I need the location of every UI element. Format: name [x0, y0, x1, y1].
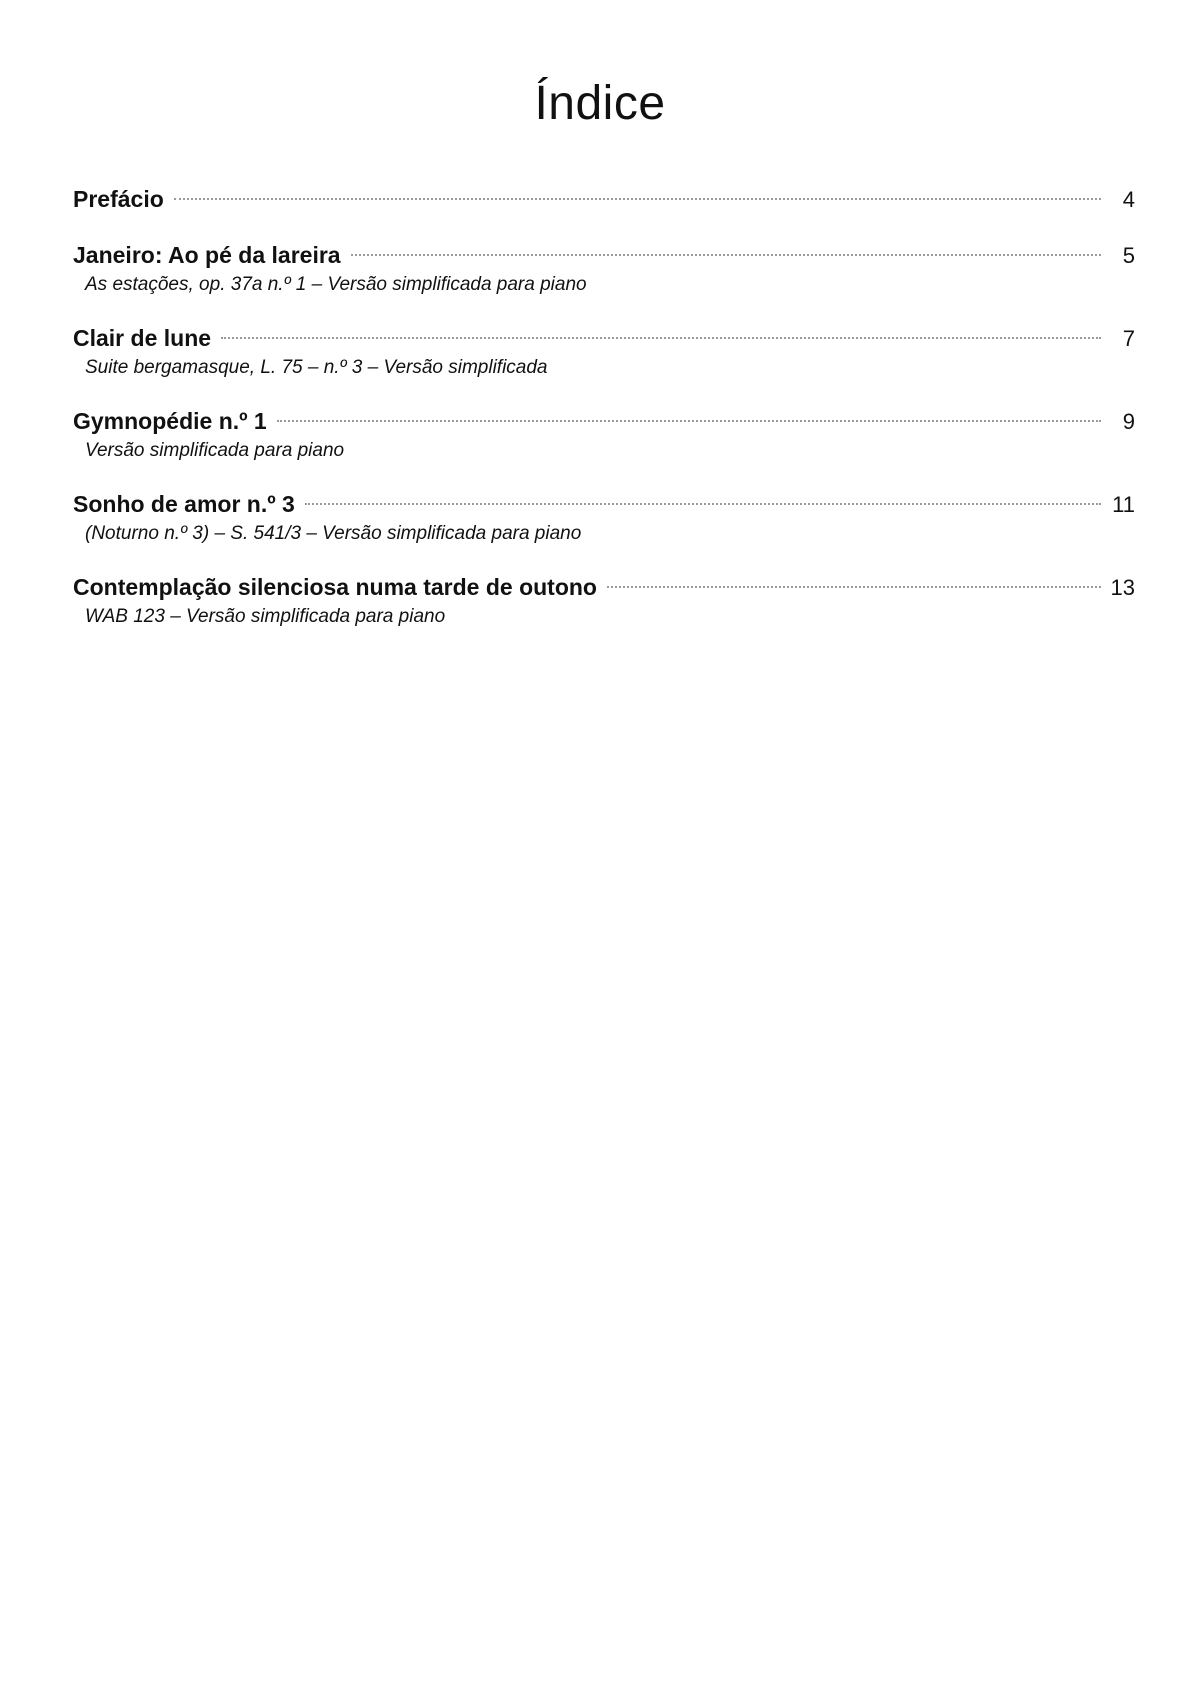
toc-page-number: 9 [1122, 409, 1135, 434]
toc-entry-gymnopedie[interactable] [73, 398, 1135, 463]
dot-leader [607, 586, 1101, 588]
toc-line [73, 481, 1135, 527]
toc-page-number: 11 [1112, 492, 1135, 517]
dot-leader [305, 503, 1101, 505]
toc-page-number: 5 [1122, 243, 1135, 268]
toc-entry-title: Contemplação silenciosa numa tarde de outono [73, 574, 597, 600]
dot-leader [277, 420, 1101, 422]
toc-page-number: 4 [1122, 187, 1135, 212]
toc-line [73, 398, 1135, 444]
toc-line [73, 232, 1135, 278]
toc-line [73, 564, 1135, 610]
toc-entry-sonho-de-amor[interactable] [73, 481, 1135, 546]
toc-entry-contemplacao[interactable] [73, 564, 1135, 629]
toc-page-number: 13 [1110, 575, 1135, 600]
dot-leader [221, 337, 1101, 339]
toc-entry-title: Gymnopédie n.º 1 [73, 408, 267, 434]
toc-entry-subtitle: As estações, op. 37a n.º 1 – Versão simplificada para piano [85, 274, 587, 295]
toc-entry-subtitle: WAB 123 – Versão simplificada para piano [85, 606, 446, 627]
dot-leader [174, 198, 1101, 200]
table-of-contents [73, 176, 1135, 629]
toc-entry-title: Prefácio [73, 186, 164, 212]
toc-entry-clair-de-lune[interactable] [73, 315, 1135, 380]
toc-entry-subtitle: Versão simplificada para piano [85, 440, 345, 461]
toc-entry-title: Clair de lune [73, 325, 212, 351]
toc-entry-title: Sonho de amor n.º 3 [73, 491, 295, 517]
toc-page-number: 7 [1122, 326, 1135, 351]
dot-leader [351, 254, 1101, 256]
toc-line [73, 315, 1135, 361]
toc-line [73, 176, 1135, 222]
toc-entry-subtitle: (Noturno n.º 3) – S. 541/3 – Versão simplificada para piano [85, 523, 582, 544]
toc-entry-title: Janeiro: Ao pé da lareira [73, 242, 341, 268]
toc-entry-prefacio[interactable] [73, 176, 1135, 222]
page-title: Índice [534, 77, 666, 130]
toc-entry-subtitle: Suite bergamasque, L. 75 – n.º 3 – Versão simplificada [85, 357, 548, 378]
toc-entry-janeiro[interactable] [73, 232, 1135, 297]
